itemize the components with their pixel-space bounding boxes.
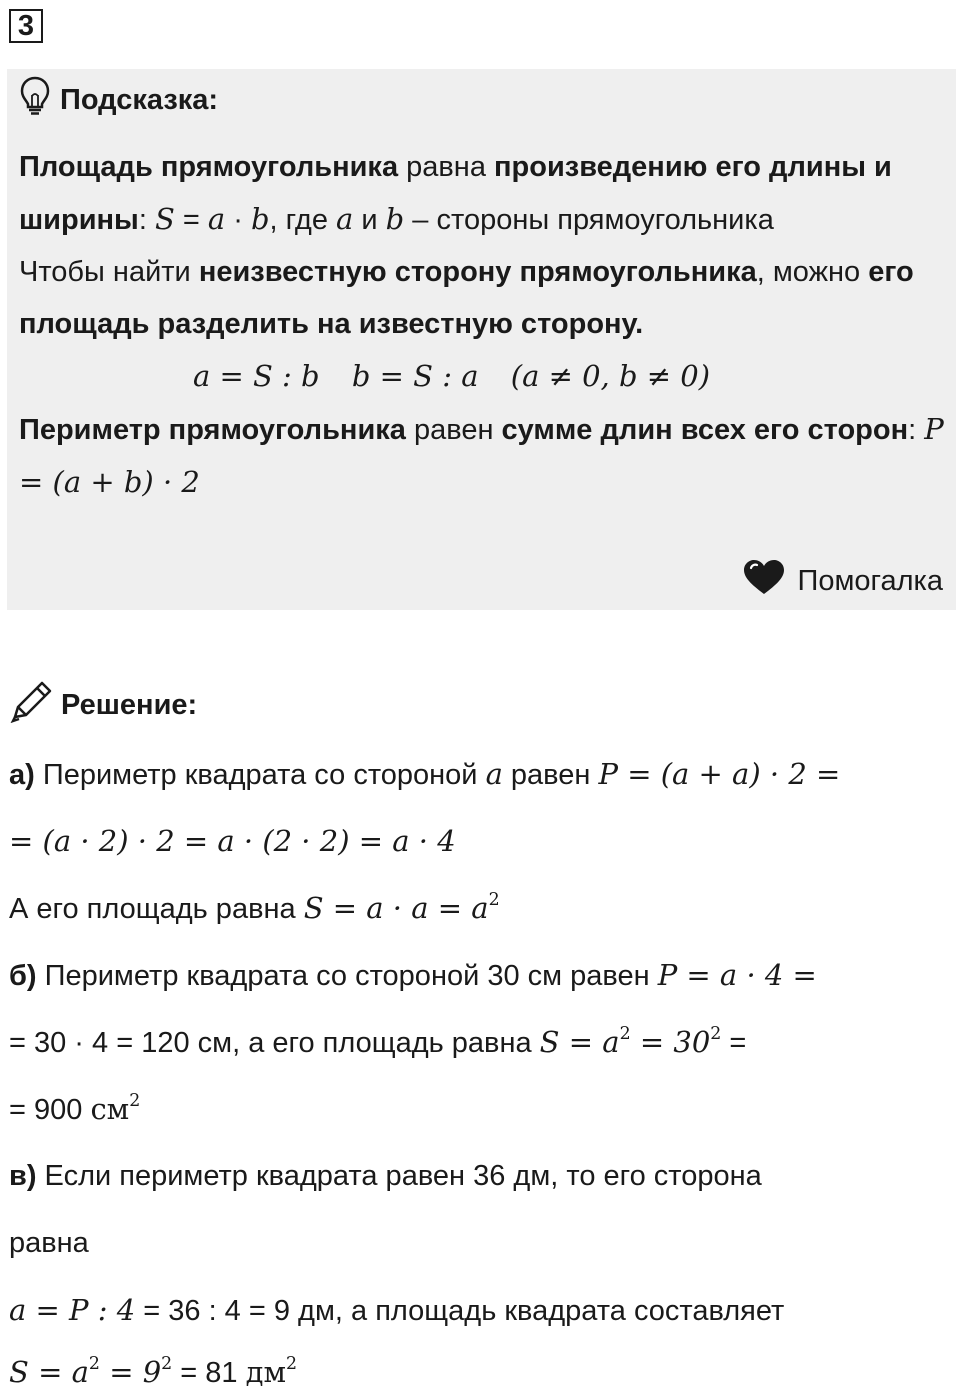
task-number: 3 [9, 9, 43, 43]
solution-a-line1: а) Периметр квадрата со стороной a равен P = (a + a) · 2 = [9, 757, 841, 791]
hint-paragraph-perimeter: Периметр прямоугольника равен сумме длин всех его сторон: P = (a + b) · 2 [19, 412, 944, 499]
lightbulb-icon [20, 76, 50, 124]
hint-paragraph-side: Чтобы найти неизвестную сторону прямоугольника, можно его площадь разделить на известную сторону. [19, 256, 914, 340]
solution-v-line2: равна [9, 1227, 89, 1259]
hint-paragraph-area: Площадь прямоугольника равна произведению его длины и ширины: S = a · b, где a и b – стороны прямоугольника [19, 151, 892, 236]
solution-a-line3: А его площадь равна $S = a \cdot a = a^2$ [9, 889, 500, 925]
hint-header [20, 78, 218, 122]
credit-label: Помогалка [797, 564, 943, 597]
hint-title: Подсказка: [60, 83, 219, 116]
solution-b-line3: = 900 $см^2$ [9, 1090, 141, 1126]
hint-formula: a = S : b b = S : a (a ≠ 0, b ≠ 0) [192, 359, 711, 393]
solution-v-line1: в) Если периметр квадрата равен 36 дм, то его сторона [9, 1160, 762, 1192]
solution-a-line2: = (a · 2) · 2 = a · (2 · 2) = a · 4 [9, 824, 456, 858]
solution-v-line3: a = P : 4 = 36 : 4 = 9 дм, а площадь квадрата составляет [9, 1293, 785, 1327]
solution-b-line2: = 30 · 4 = 120 см, а его площадь равна $S = a^2 = 30^2$ = [9, 1023, 747, 1059]
pencil-icon [9, 679, 55, 731]
solution-header [9, 682, 197, 728]
solution-title: Решение: [61, 688, 198, 721]
credit [742, 558, 943, 604]
solution-v-line4: $S = a^2 = 9^2 = 81$ $дм^2$ [9, 1353, 298, 1389]
hint-body [19, 141, 944, 509]
heart-icon [742, 558, 786, 604]
solution-b-line1: б) Периметр квадрата со стороной 30 см равен P = a · 4 = [9, 958, 817, 992]
